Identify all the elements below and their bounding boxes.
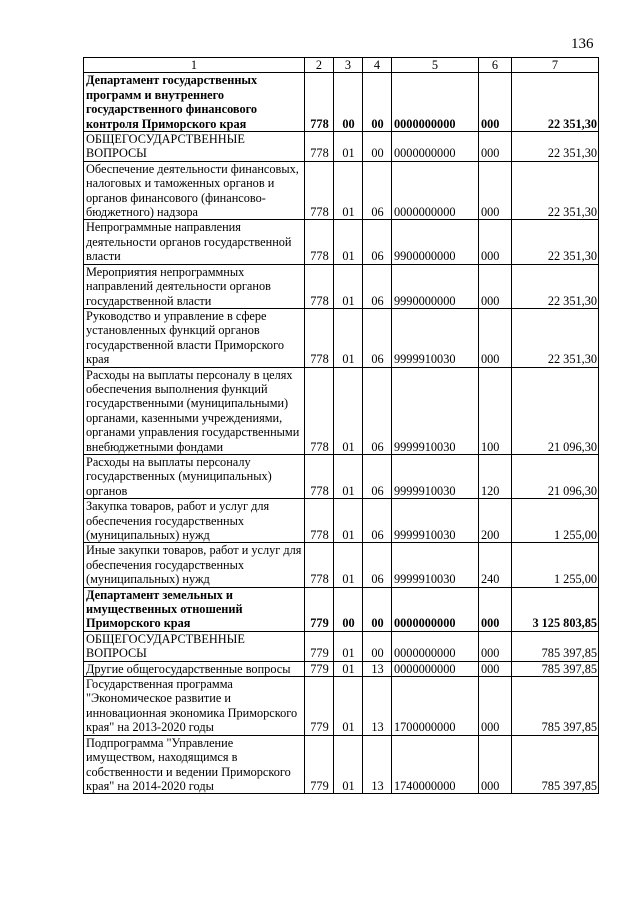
table-row: [84, 308, 599, 367]
row-admin-code: 778: [305, 132, 334, 162]
row-section: 01: [334, 264, 363, 308]
row-subsection: 00: [363, 631, 392, 661]
row-admin-code: 778: [305, 220, 334, 264]
row-section: 01: [334, 308, 363, 367]
row-name: Иные закупки товаров, работ и услуг для обеспечения государственных (муниципальных) нужд: [84, 543, 305, 587]
table-row: [84, 587, 599, 631]
page-number: 136: [571, 36, 594, 52]
row-target-article: 9999910030: [392, 367, 479, 454]
row-name: Другие общегосударственные вопросы: [84, 661, 305, 676]
row-amount: 785 397,85: [512, 735, 599, 794]
table-row: [84, 661, 599, 676]
row-expense-type: 000: [479, 661, 512, 676]
header-col-2: 2: [305, 58, 334, 73]
row-admin-code: 778: [305, 308, 334, 367]
row-amount: 3 125 803,85: [512, 587, 599, 631]
row-section: 01: [334, 661, 363, 676]
row-expense-type: 000: [479, 308, 512, 367]
row-name: Закупка товаров, работ и услуг для обеспечения государственных (муниципальных) нужд: [84, 499, 305, 543]
budget-table: [83, 57, 599, 794]
header-col-4: 4: [363, 58, 392, 73]
row-admin-code: 778: [305, 454, 334, 498]
row-expense-type: 000: [479, 220, 512, 264]
row-name: Подпрограмма "Управление имуществом, находящимся в собственности и ведении Приморского края" на 2014-2020 годы: [84, 735, 305, 794]
row-amount: 785 397,85: [512, 661, 599, 676]
row-target-article: 0000000000: [392, 587, 479, 631]
row-admin-code: 778: [305, 367, 334, 454]
row-expense-type: 000: [479, 73, 512, 132]
row-admin-code: 778: [305, 73, 334, 132]
row-subsection: 00: [363, 73, 392, 132]
table-row: [84, 543, 599, 587]
row-expense-type: 000: [479, 587, 512, 631]
row-target-article: 9990000000: [392, 264, 479, 308]
row-subsection: 06: [363, 161, 392, 220]
table-row: [84, 631, 599, 661]
row-amount: 1 255,00: [512, 543, 599, 587]
row-expense-type: 000: [479, 264, 512, 308]
row-name: Обеспечение деятельности финансовых, налоговых и таможенных органов и органов финансового (финансово-бюджетного) надзора: [84, 161, 305, 220]
row-name: Расходы на выплаты персоналу государственных (муниципальных) органов: [84, 454, 305, 498]
table-row: [84, 220, 599, 264]
row-amount: 21 096,30: [512, 454, 599, 498]
row-subsection: 13: [363, 735, 392, 794]
row-subsection: 06: [363, 308, 392, 367]
row-target-article: 9999910030: [392, 543, 479, 587]
row-admin-code: 778: [305, 543, 334, 587]
header-col-7: 7: [512, 58, 599, 73]
table-body: [84, 73, 599, 794]
row-subsection: 06: [363, 264, 392, 308]
header-col-1: 1: [84, 58, 305, 73]
row-amount: 22 351,30: [512, 220, 599, 264]
row-target-article: 0000000000: [392, 132, 479, 162]
row-target-article: 0000000000: [392, 73, 479, 132]
row-admin-code: 778: [305, 499, 334, 543]
header-col-3: 3: [334, 58, 363, 73]
row-name: Расходы на выплаты персоналу в целях обеспечения выполнения функций государственными (муниципальными) органами, казенными учреждениями, органами управления государственными внебюджетными фондами: [84, 367, 305, 454]
row-amount: 21 096,30: [512, 367, 599, 454]
row-subsection: 13: [363, 661, 392, 676]
row-section: 01: [334, 161, 363, 220]
row-amount: 785 397,85: [512, 677, 599, 736]
table-row: [84, 264, 599, 308]
row-subsection: 06: [363, 454, 392, 498]
row-target-article: 0000000000: [392, 161, 479, 220]
row-target-article: 0000000000: [392, 631, 479, 661]
row-amount: 22 351,30: [512, 73, 599, 132]
row-target-article: 9999910030: [392, 454, 479, 498]
row-section: 01: [334, 677, 363, 736]
row-subsection: 13: [363, 677, 392, 736]
row-name: ОБЩЕГОСУДАРСТВЕННЫЕ ВОПРОСЫ: [84, 132, 305, 162]
table-row: [84, 161, 599, 220]
row-expense-type: 000: [479, 161, 512, 220]
row-name: ОБЩЕГОСУДАРСТВЕННЫЕ ВОПРОСЫ: [84, 631, 305, 661]
row-section: 01: [334, 220, 363, 264]
row-expense-type: 000: [479, 735, 512, 794]
row-admin-code: 778: [305, 264, 334, 308]
row-admin-code: 779: [305, 677, 334, 736]
row-target-article: 0000000000: [392, 661, 479, 676]
row-admin-code: 779: [305, 661, 334, 676]
row-admin-code: 778: [305, 161, 334, 220]
row-name: Мероприятия непрограммных направлений деятельности органов государственной власти: [84, 264, 305, 308]
row-amount: 1 255,00: [512, 499, 599, 543]
row-section: 01: [334, 499, 363, 543]
row-target-article: 1700000000: [392, 677, 479, 736]
row-target-article: 9900000000: [392, 220, 479, 264]
row-name: Департамент государственных программ и внутреннего государственного финансового контроля Приморского края: [84, 73, 305, 132]
row-subsection: 06: [363, 499, 392, 543]
row-section: 01: [334, 132, 363, 162]
row-name: Руководство и управление в сфере установленных функций органов государственной власти Приморского края: [84, 308, 305, 367]
row-subsection: 00: [363, 587, 392, 631]
header-col-6: 6: [479, 58, 512, 73]
row-admin-code: 779: [305, 735, 334, 794]
row-name: Департамент земельных и имущественных отношений Приморского края: [84, 587, 305, 631]
row-section: 01: [334, 631, 363, 661]
row-target-article: 1740000000: [392, 735, 479, 794]
row-expense-type: 100: [479, 367, 512, 454]
row-section: 01: [334, 367, 363, 454]
table-row: [84, 73, 599, 132]
row-section: 00: [334, 587, 363, 631]
row-amount: 785 397,85: [512, 631, 599, 661]
row-amount: 22 351,30: [512, 264, 599, 308]
header-col-5: 5: [392, 58, 479, 73]
table-row: [84, 367, 599, 454]
row-target-article: 9999910030: [392, 499, 479, 543]
row-expense-type: 240: [479, 543, 512, 587]
row-target-article: 9999910030: [392, 308, 479, 367]
column-number-header: [84, 58, 599, 73]
table-row: [84, 499, 599, 543]
row-section: 01: [334, 735, 363, 794]
row-amount: 22 351,30: [512, 161, 599, 220]
row-subsection: 06: [363, 220, 392, 264]
row-amount: 22 351,30: [512, 308, 599, 367]
row-section: 00: [334, 73, 363, 132]
row-expense-type: 000: [479, 132, 512, 162]
row-amount: 22 351,30: [512, 132, 599, 162]
table-row: [84, 132, 599, 162]
row-section: 01: [334, 454, 363, 498]
row-expense-type: 000: [479, 677, 512, 736]
row-subsection: 06: [363, 367, 392, 454]
row-expense-type: 120: [479, 454, 512, 498]
row-name: Непрограммные направления деятельности органов государственной власти: [84, 220, 305, 264]
row-section: 01: [334, 543, 363, 587]
table-row: [84, 677, 599, 736]
row-admin-code: 779: [305, 631, 334, 661]
table-row: [84, 454, 599, 498]
row-expense-type: 000: [479, 631, 512, 661]
row-subsection: 00: [363, 132, 392, 162]
row-admin-code: 779: [305, 587, 334, 631]
row-name: Государственная программа "Экономическое развитие и инновационная экономика Приморского края" на 2013-2020 годы: [84, 677, 305, 736]
row-subsection: 06: [363, 543, 392, 587]
table-row: [84, 735, 599, 794]
row-expense-type: 200: [479, 499, 512, 543]
